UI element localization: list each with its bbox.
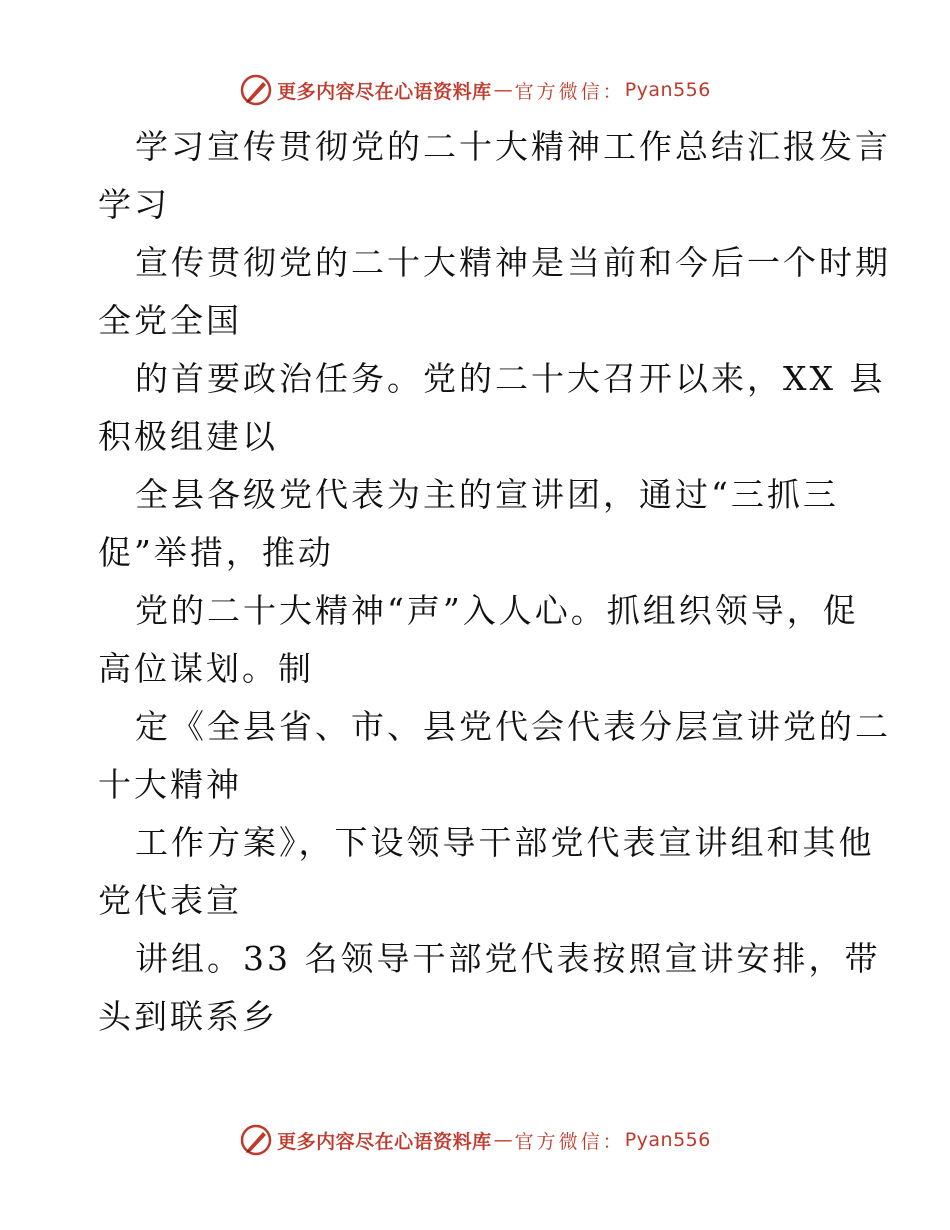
watermark-brand: 更多内容尽在心语资料库: [277, 1130, 492, 1153]
document-body: [98, 118, 891, 1046]
paragraph: [98, 466, 858, 582]
paragraph-line: 的首要政治任务。党的二十大召开以来，XX 县: [135, 359, 886, 398]
watermark-separator: —: [493, 79, 513, 101]
paragraph: [98, 582, 858, 698]
header-watermark: [0, 70, 950, 110]
pen-logo-icon: [239, 1123, 273, 1157]
paragraph-line: 促”举措，推动: [98, 533, 334, 572]
watermark-subtitle: 官方微信：: [514, 80, 625, 103]
paragraph-line: 高位谋划。制: [98, 649, 314, 688]
paragraph-line: 学习宣传贯彻党的二十大精神工作总结汇报发言: [135, 127, 891, 166]
watermark-wechat-id: Pyan556: [624, 79, 711, 101]
paragraph-line: 工作方案》，下设领导干部党代表宣讲组和其他: [135, 823, 875, 862]
paragraph-line: 全县各级党代表为主的宣讲团，通过“三抓三: [135, 475, 839, 514]
paragraph-line: 十大精神: [98, 765, 242, 804]
paragraph-line: 头到联系乡: [98, 997, 278, 1036]
paragraph: [98, 118, 891, 234]
paragraph-line: 定《全县省、市、县党代会代表分层宣讲党的二: [135, 707, 891, 746]
watermark-subtitle: 官方微信：: [514, 1130, 625, 1153]
paragraph-line: 党的二十大精神“声”入人心。抓组织领导，促: [135, 591, 859, 630]
footer-watermark: [0, 1120, 950, 1160]
paragraph: [98, 698, 891, 814]
paragraph-line: 宣传贯彻党的二十大精神是当前和今后一个时期: [135, 243, 891, 282]
watermark-separator: —: [493, 1129, 513, 1151]
paragraph: [98, 930, 881, 1046]
paragraph-line: 党代表宣: [98, 881, 242, 920]
paragraph-line: 讲组。33 名领导干部党代表按照宣讲安排，带: [135, 939, 881, 978]
paragraph-line: 学习: [98, 185, 170, 224]
paragraph: [98, 350, 886, 466]
watermark-brand: 更多内容尽在心语资料库: [277, 80, 492, 103]
pen-logo-icon: [239, 73, 273, 107]
paragraph-line: 积极组建以: [98, 417, 278, 456]
watermark-wechat-id: Pyan556: [624, 1129, 711, 1151]
paragraph: [98, 814, 875, 930]
paragraph: [98, 234, 891, 350]
paragraph-line: 全党全国: [98, 301, 242, 340]
